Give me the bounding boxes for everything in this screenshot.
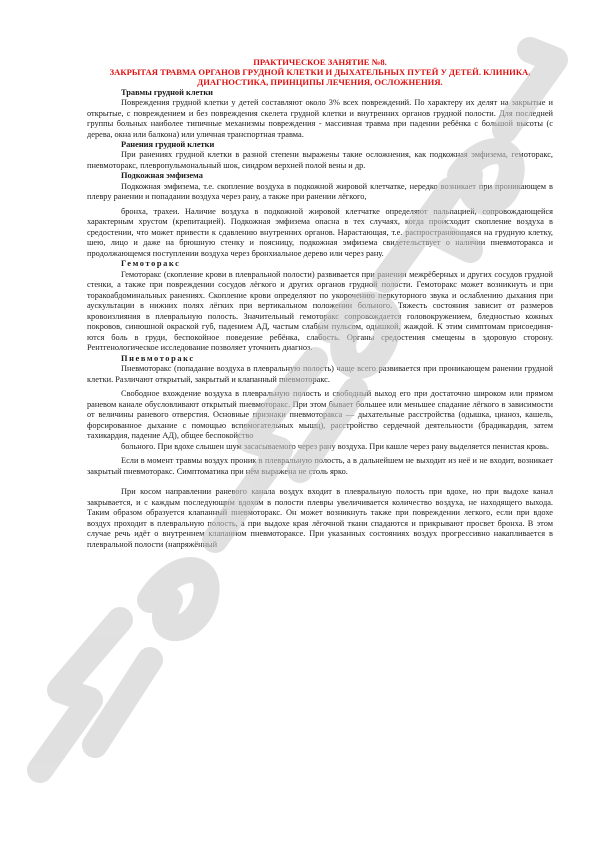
heading-chest-wounds: Ранения грудной клетки bbox=[121, 140, 215, 150]
paragraph: Пневмоторакс (попадание воздуха в плевральную полость) чаще всего развивается при проникающем ранении грудной клетки. Различают открытый, закрытый и клапанный пневмоторакс. bbox=[87, 364, 553, 384]
heading-emphysema: Подкожная эмфизема bbox=[121, 171, 203, 181]
heading-pneumothorax: Пневмоторакс bbox=[121, 353, 195, 363]
heading-hemothorax: Гемоторакс bbox=[121, 259, 181, 269]
document-content bbox=[87, 57, 553, 550]
paragraph: При ранениях грудной клетки в разной степени выражены такие осложнения, как подкожная эмфизема, гемоторакс, пневмоторакс, плевропульмональный шок, синдром верхней полой вены и др. bbox=[87, 150, 553, 170]
paragraph: Повреждения грудной клетки у детей составляют около 3% всех повреждений. По характеру их делят на закрытые и открытые, с повреждением и без повреждения скелета грудной клетки и внутренних органов грудной полости. Для последней группы больных наиболее типичные механизмы повреждения - массивная травма при падении ребёнка с большой высоты (с дерева, окна или балкона) или уличная транспортная травма. bbox=[87, 98, 553, 139]
paragraph: бронха, трахеи. Наличие воздуха в подкожной жировой клетчатке определяют пальпацией, сопровождающейся характерным хрустом (крепитацией). Подкожная эмфизема опасна в тех случаях, когда происходит скопление воздуха в средостении, что может привести к сдавлению внутренних органов. Нарастающая, т.е. распространяющаяся на грудную клетку, шею, лицо и даже на брюшную стенку и поясницу, подкожная эмфизема свидетельствует о наличии пневмоторакса и продолжающемся поступлении воздуха через бронхиальное дерево или через рану. bbox=[87, 206, 553, 258]
watermark-stroke bbox=[95, 660, 150, 745]
paragraph: Подкожная эмфизема, т.е. скопление воздуха в подкожной жировой клетчатке, нередко возникает при проникающем в плевру ранении и попадании воздуха через рану, а также при ранении лёгкого, bbox=[87, 181, 553, 202]
document-title bbox=[87, 57, 553, 88]
paragraph: При косом направлении раневого канала воздух входит в плевральную полость при вдохе, но при выдохе канал закрывается, и с каждым последующим вдохом в полости плевры увеличивается количество воздуха, не находящего выхода. Таким образом образуется клапанный пневмоторакс. Он может возникнуть также при повреждении легкого, если при вдохе воздух проходит в плевральную полость, а при выдохе края лёгочной ткани спадаются и прикрывают просвет бронха. В этом случае речь идёт о внутреннем клапанном пневмотораксе. При указанных состояниях воздух прогрессивно накапливается в плевральной полости (напряжённый bbox=[87, 487, 553, 549]
paragraph: Свободное вхождение воздуха в плевральную полость и свободный выход его при достаточно широком или прямом раневом канале обусловливают открытый пневмоторакс. При этом бывает большее или меньшее спадание лёгкого в зависимости от величины раневого отверстия. Основные признаки пневмоторакса — дыхательные расстройства (одышка, цианоз, кашель, форсированное дыхание с помощью вспомогательных мышц), расстройство сердечной деятельности (брадикардия, затем тахикардия, падение АД), общее беспокойство bbox=[87, 389, 553, 441]
watermark-stroke bbox=[40, 620, 120, 770]
watermark-stroke bbox=[150, 570, 207, 628]
title-line-2: ЗАКРЫТАЯ ТРАВМА ОРГАНОВ ГРУДНОЙ КЛЕТКИ И ДЫХАТЕЛЬНЫХ ПУТЕЙ У ДЕТЕЙ. КЛИНИКА, ДИАГНОСТИКА, ПРИНЦИПЫ ЛЕЧЕНИЯ, ОСЛОЖНЕНИЯ. bbox=[109, 67, 531, 88]
title-line-1: ПРАКТИЧЕСКОЕ ЗАНЯТИЕ №8. bbox=[253, 57, 387, 67]
paragraph: больного. При вдохе слышен шум засасываемого через рану воздуха. При кашле через рану выделяется пенистая кровь. bbox=[121, 441, 549, 451]
paragraph: Если в момент травмы воздух проник в плевральную полость, а в дальнейшем не выходит из неё и не входит, возникает закрытый пневмоторакс. Симптоматика при нём выражена не столь ярко. bbox=[87, 456, 553, 476]
paragraph: Гемоторакс (скопление крови в плевральной полости) развивается при ранении межрёберных и других сосудов грудной стенки, а также при повреждении сосудов лёгкого и других органов грудной полости. Гемоторакс может возникнуть и при торакоабдоминальных ранениях. Скопление крови определяют по укорочению перкуторного звука и ослаблению дыхания при аускультации в нижних полях лёгких при вертикальном положении больного. Тяжесть состояния зависит от размеров кровоизлияния в плевральную полость. Значительный гемоторакс сопровождается головокружением, бледностью кожных покровов, синюшной окраской губ, падением АД, частым слабым пульсом, одышкой, жаждой. К этим симптомам присоединя-ются боль в груди, беспокойное поведение ребёнка, слабость. Органы средостения смещены в здоровую сторону. Рентгенологическое исследование позволяет уточнить диагноз. bbox=[87, 269, 553, 353]
heading-chest-injuries: Травмы грудной клетки bbox=[121, 87, 214, 97]
